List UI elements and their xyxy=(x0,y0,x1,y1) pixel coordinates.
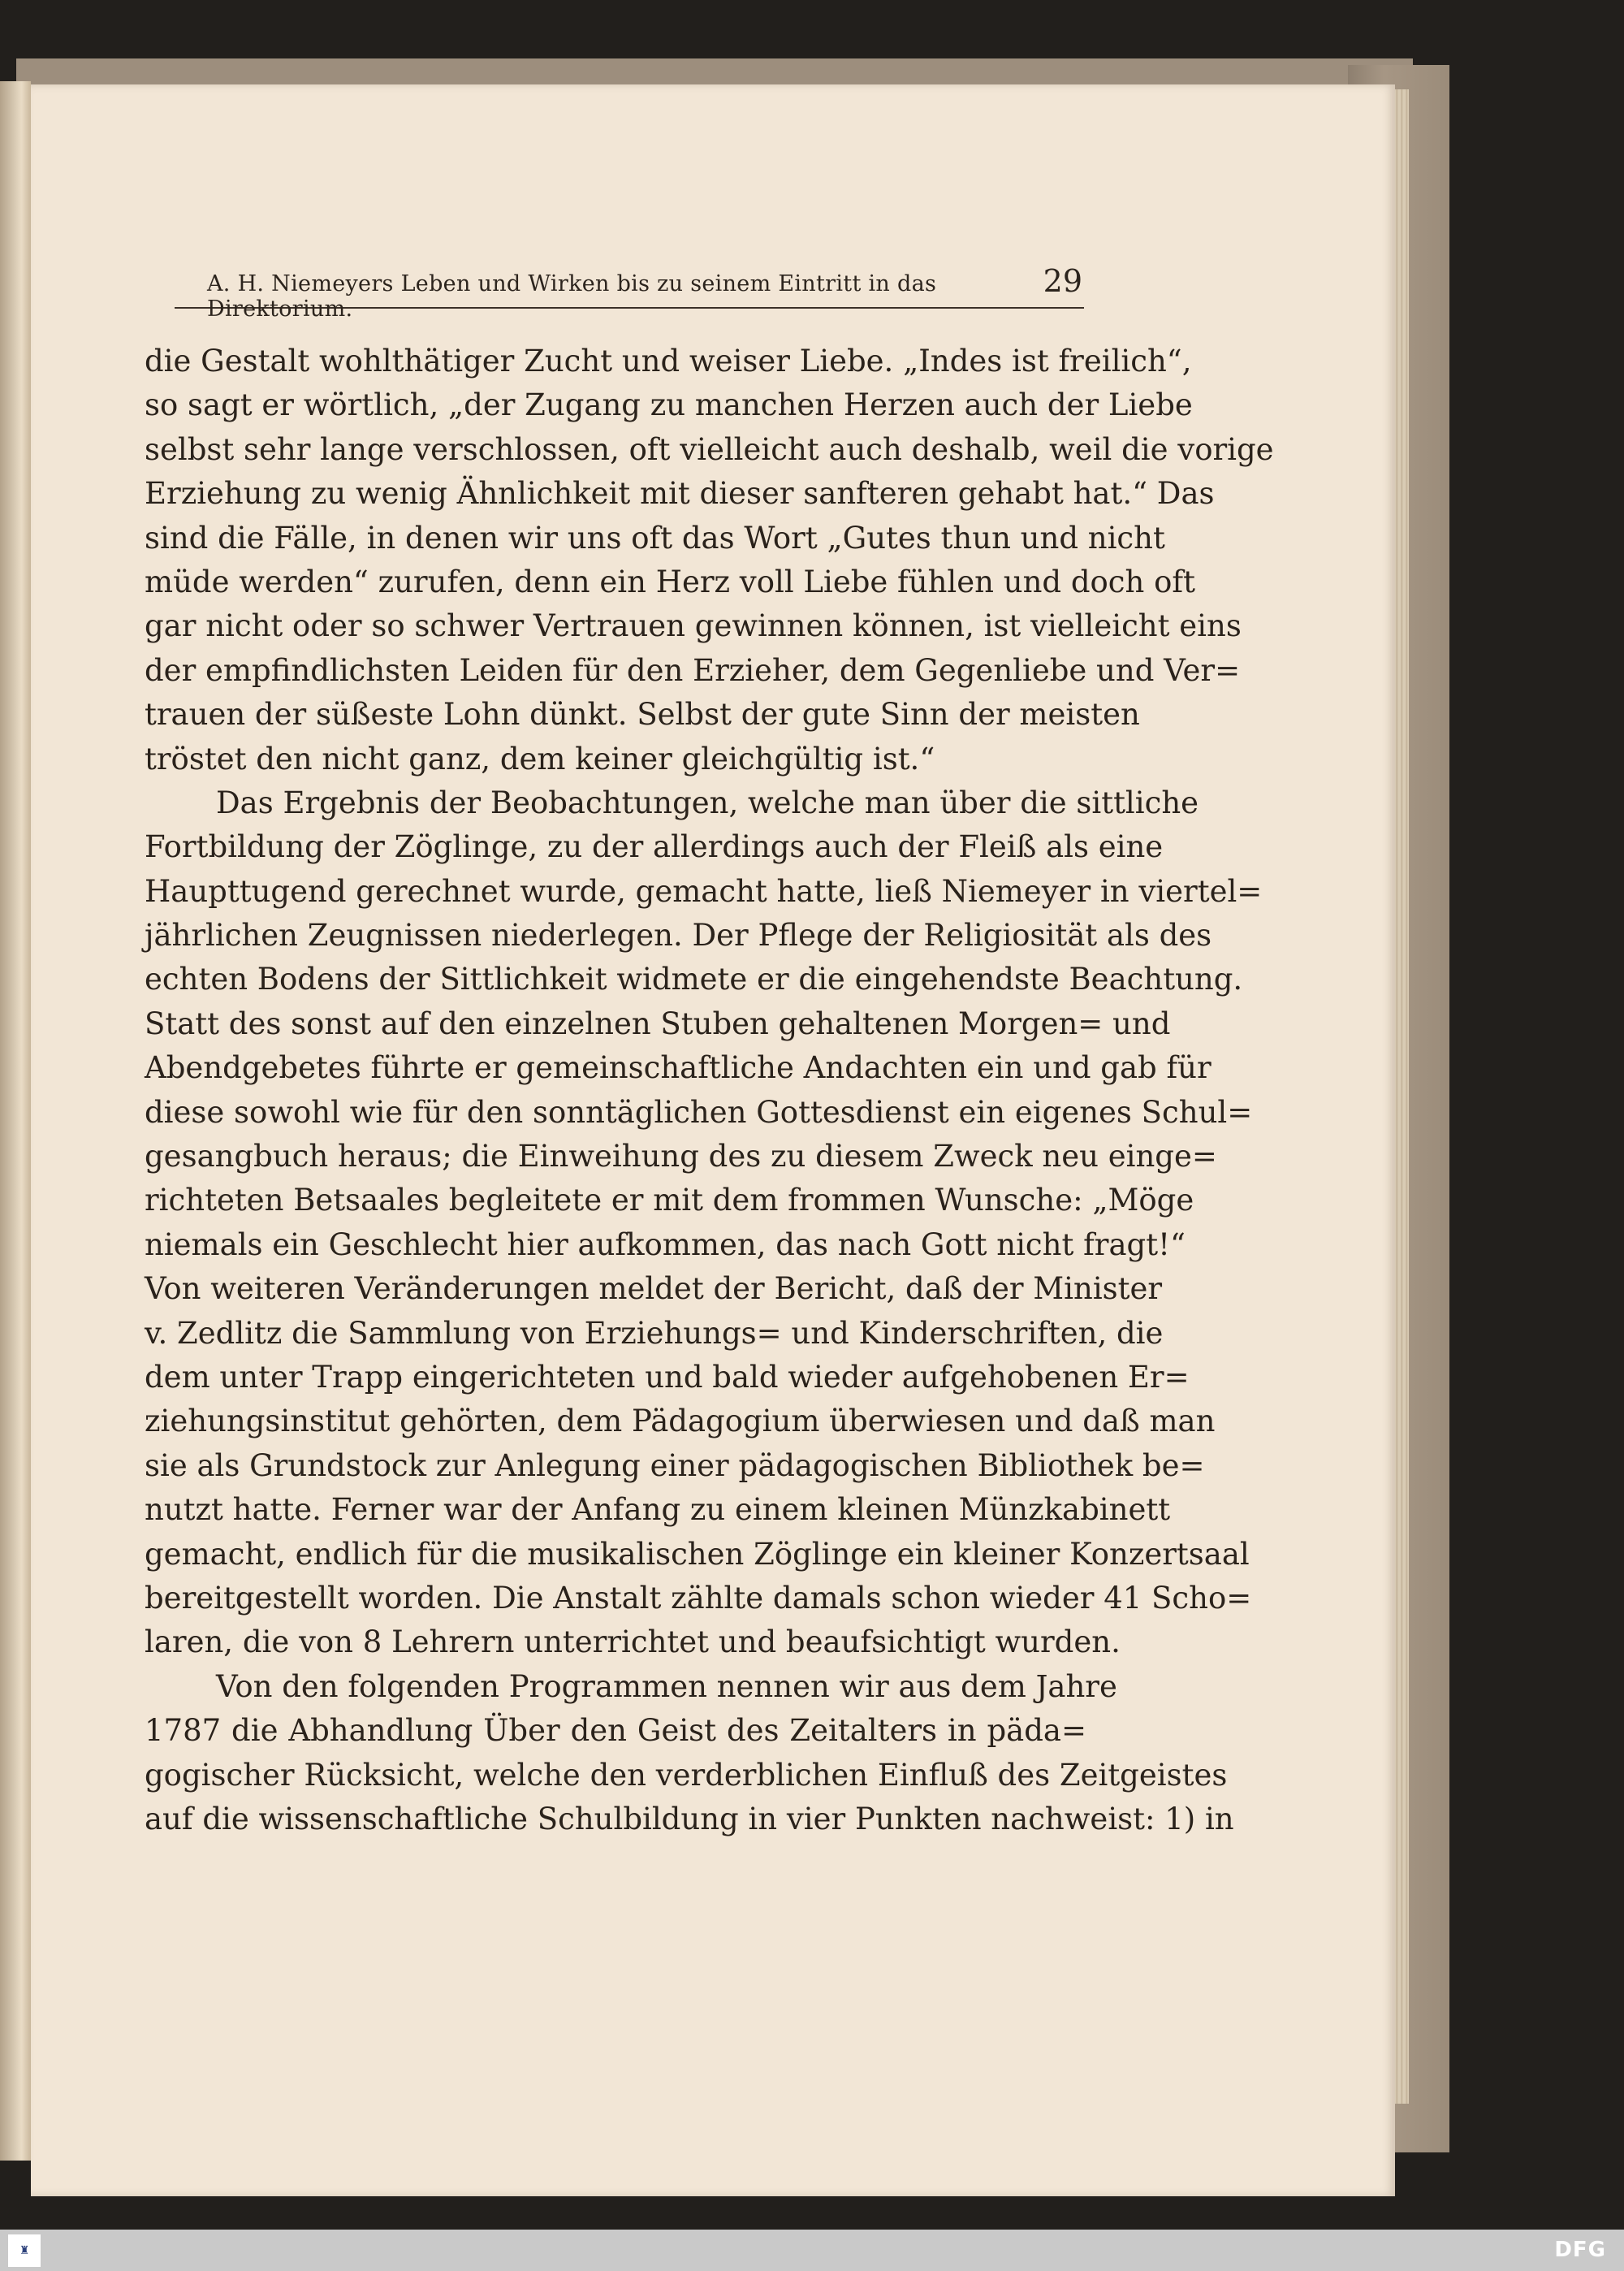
left-page-edge xyxy=(0,81,31,2161)
body-text xyxy=(145,340,1274,1841)
text-line: Haupttugend gerechnet wurde, gemacht hatte, ließ Niemeyer in viertel= xyxy=(145,873,1263,909)
text-line: richteten Betsaales begleitete er mit dem frommen Wunsche: „Möge xyxy=(145,1183,1194,1218)
text-line: Von weiteren Veränderungen meldet der Bericht, daß der Minister xyxy=(145,1271,1163,1307)
text-line: echten Bodens der Sittlichkeit widmete er die eingehendste Beachtung. xyxy=(145,962,1243,997)
text-line: selbst sehr lange verschlossen, oft vielleicht auch deshalb, weil die vorige xyxy=(145,431,1274,467)
text-line: nutzt hatte. Ferner war der Anfang zu einem kleinen Münzkabinett xyxy=(145,1492,1171,1528)
text-line: laren, die von 8 Lehrern unterrichtet und beaufsichtigt wurden. xyxy=(145,1624,1121,1660)
text-line: so sagt er wörtlich, „der Zugang zu manchen Herzen auch der Liebe xyxy=(145,387,1193,423)
paragraph-start-line: Von den folgenden Programmen nennen wir aus dem Jahre xyxy=(216,1668,1117,1704)
text-line: trauen der süßeste Lohn dünkt. Selbst der gute Sinn der meisten xyxy=(145,697,1140,733)
text-line: bereitgestellt worden. Die Anstalt zählte damals schon wieder 41 Scho= xyxy=(145,1580,1252,1616)
running-header-title: A. H. Niemeyers Leben und Wirken bis zu seinem Eintritt in das Direktorium. xyxy=(207,271,937,322)
text-line: Erziehung zu wenig Ähnlichkeit mit dieser sanfteren gehabt hat.“ Das xyxy=(145,476,1215,512)
text-line: auf die wissenschaftliche Schulbildung in vier Punkten nachweist: 1) in xyxy=(145,1801,1234,1836)
text-line: sind die Fälle, in denen wir uns oft das Wort „Gutes thun und nicht xyxy=(145,520,1165,556)
text-line: niemals ein Geschlecht hier aufkommen, das nach Gott nicht fragt!“ xyxy=(145,1226,1186,1262)
text-line: jährlichen Zeugnissen niederlegen. Der Pflege der Religiosität als des xyxy=(145,918,1212,954)
text-line: Fortbildung der Zöglinge, zu der allerdings auch der Fleiß als eine xyxy=(145,829,1164,865)
viewer-footer-bar xyxy=(0,2230,1624,2271)
text-line: gemacht, endlich für die musikalischen Zöglinge ein kleiner Konzertsaal xyxy=(145,1536,1250,1572)
text-line: Statt des sonst auf den einzelnen Stuben gehaltenen Morgen= und xyxy=(145,1006,1171,1041)
book-cover-top xyxy=(16,58,1413,88)
page-number: 29 xyxy=(1043,263,1082,299)
text-line: 1787 die Abhandlung Über den Geist des Zeitalters in päda= xyxy=(145,1713,1086,1749)
text-line: tröstet den nicht ganz, dem keiner gleichgültig ist.“ xyxy=(145,741,935,776)
text-line: die Gestalt wohlthätiger Zucht und weiser Liebe. „Indes ist freilich“, xyxy=(145,344,1192,378)
running-header xyxy=(175,260,1084,322)
text-line: diese sowohl wie für den sonntäglichen Gottesdienst ein eigenes Schul= xyxy=(145,1094,1253,1130)
dfg-logo: DFG xyxy=(1554,2238,1606,2262)
library-logo: ♜ xyxy=(8,2234,41,2267)
text-line: sie als Grundstock zur Anlegung einer pädagogischen Bibliothek be= xyxy=(145,1447,1205,1483)
text-line: Abendgebetes führte er gemeinschaftliche Andachten ein und gab für xyxy=(145,1050,1212,1086)
text-line: ziehungsinstitut gehörten, dem Pädagogium überwiesen und daß man xyxy=(145,1404,1216,1439)
text-line: gar nicht oder so schwer Vertrauen gewinnen können, ist vielleicht eins xyxy=(145,608,1242,644)
paragraph-start-line: Das Ergebnis der Beobachtungen, welche man über die sittliche xyxy=(216,785,1199,820)
text-line: dem unter Trapp eingerichteten und bald wieder aufgehobenen Er= xyxy=(145,1359,1190,1395)
text-line: müde werden“ zurufen, denn ein Herz voll Liebe fühlen und doch oft xyxy=(145,564,1195,599)
text-line: v. Zedlitz die Sammlung von Erziehungs= und Kinderschriften, die xyxy=(145,1315,1164,1351)
text-line: der empfindlichsten Leiden für den Erzieher, dem Gegenliebe und Ver= xyxy=(145,652,1241,688)
text-line: gogischer Rücksicht, welche den verderblichen Einfluß des Zeitgeistes xyxy=(145,1757,1228,1793)
text-line: gesangbuch heraus; die Einweihung des zu diesem Zweck neu einge= xyxy=(145,1139,1217,1174)
